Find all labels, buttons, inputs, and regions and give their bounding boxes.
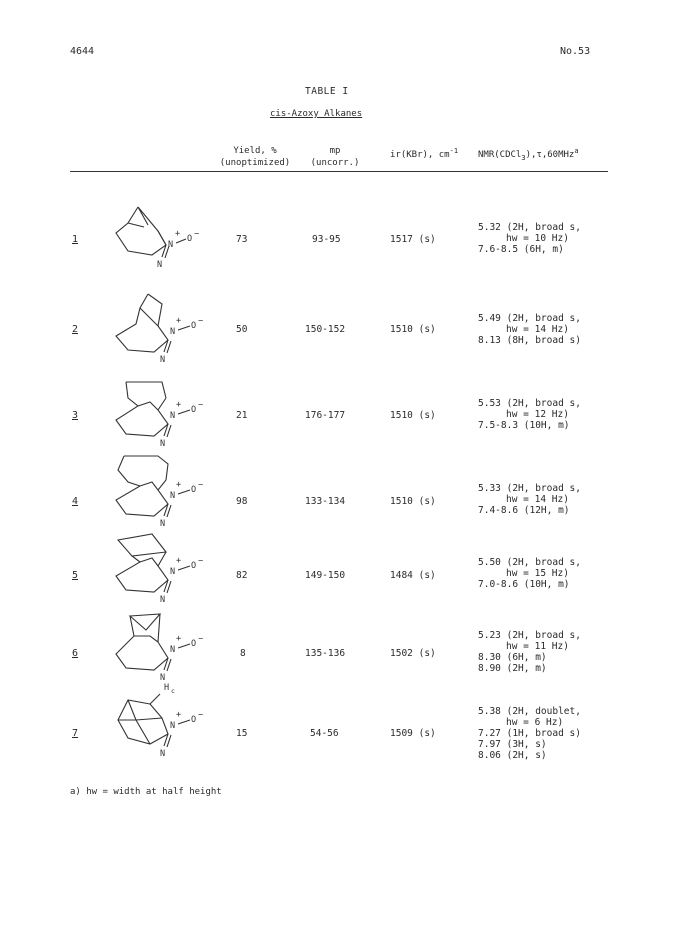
n-atom: N: [160, 673, 166, 683]
compound-number: 6: [72, 648, 79, 659]
mp-value: 133-134: [305, 496, 346, 507]
mp-value: 149-150: [305, 570, 346, 581]
n-atom: N: [160, 519, 166, 529]
yield-value: 73: [236, 234, 248, 245]
n-plus-atom: N: [170, 721, 176, 731]
nmr-value: 5.53 (2H, broad s, hw = 12 Hz) 7.5-8.3 (10H, m): [478, 398, 581, 431]
col-nmr-sup: a: [574, 147, 579, 155]
n-plus-atom: N: [170, 327, 176, 337]
compound-number: 3: [72, 410, 79, 421]
table-subtitle: cis-Azoxy Alkanes: [270, 109, 363, 119]
minus-charge: −: [198, 316, 204, 326]
nmr-value: 5.32 (2H, broad s, hw = 10 Hz) 7.6-8.5 (6H, m): [478, 222, 581, 255]
yield-value: 21: [236, 410, 248, 421]
nmr-value: 5.23 (2H, broad s, hw = 11 Hz) 8.30 (6H, m) 8.90 (2H, m): [478, 630, 581, 674]
o-minus-atom: O: [187, 234, 193, 244]
col-nmr-label: NMR(CDCl: [478, 150, 522, 160]
compound-number: 2: [72, 324, 79, 335]
n-atom: N: [157, 260, 163, 270]
yield-value: 50: [236, 324, 248, 335]
minus-charge: −: [198, 400, 204, 410]
n-plus-atom: N: [168, 240, 174, 250]
n-plus-atom: N: [170, 645, 176, 655]
minus-charge: −: [194, 229, 200, 239]
o-minus-atom: O: [191, 321, 197, 331]
n-plus-atom: N: [170, 567, 176, 577]
nmr-value: 5.49 (2H, broad s, hw = 14 Hz) 8.13 (8H, broad s): [478, 313, 581, 346]
col-mp-label: mp: [329, 146, 341, 156]
table-header-rule: [70, 171, 608, 172]
mp-value: 135-136: [305, 648, 346, 659]
footnote: a) hw = width at half height: [70, 787, 222, 797]
page-number: 4644: [70, 46, 95, 57]
col-yield-header: [210, 145, 300, 169]
compound-number: 5: [72, 570, 79, 581]
o-minus-atom: O: [191, 715, 197, 725]
mp-value: 176-177: [305, 410, 346, 421]
minus-charge: −: [198, 710, 204, 720]
o-minus-atom: O: [191, 639, 197, 649]
plus-charge: +: [176, 400, 182, 410]
ir-value: 1517 (s): [390, 234, 436, 245]
structure-compound-5: [110, 530, 210, 605]
structure-compound-6: [110, 608, 210, 683]
plus-charge: +: [176, 480, 182, 490]
ir-value: 1510 (s): [390, 324, 436, 335]
col-mp-header: [300, 145, 370, 169]
col-yield-note: (unoptimized): [219, 158, 291, 168]
structure-compound-2: [110, 290, 210, 365]
ir-value: 1510 (s): [390, 496, 436, 507]
issue-number: No.53: [560, 46, 591, 57]
yield-value: 15: [236, 728, 248, 739]
n-plus-atom: N: [170, 491, 176, 501]
nmr-value: 5.33 (2H, broad s, hw = 14 Hz) 7.4-8.6 (12H, m): [478, 483, 581, 516]
minus-charge: −: [198, 556, 204, 566]
mp-value: 150-152: [305, 324, 346, 335]
mp-value: 54-56: [310, 728, 339, 739]
h-atom: H: [164, 683, 170, 693]
n-atom: N: [160, 355, 166, 365]
ir-value: 1510 (s): [390, 410, 436, 421]
col-yield-label: Yield, %: [233, 146, 277, 156]
plus-charge: +: [175, 229, 181, 239]
table-title: TABLE I: [305, 86, 349, 97]
yield-value: 8: [240, 648, 246, 659]
o-minus-atom: O: [191, 405, 197, 415]
col-ir-label: ir(KBr), cm: [390, 150, 450, 160]
n-atom: N: [160, 749, 166, 759]
compound-number: 1: [72, 234, 79, 245]
plus-charge: +: [176, 316, 182, 326]
o-minus-atom: O: [191, 485, 197, 495]
structure-compound-4: [110, 452, 210, 528]
ir-value: 1484 (s): [390, 570, 436, 581]
minus-charge: −: [198, 634, 204, 644]
nmr-value: 5.38 (2H, doublet, hw = 6 Hz) 7.27 (1H, broad s) 7.97 (3H, s) 8.06 (2H, s): [478, 706, 581, 761]
n-atom: N: [160, 595, 166, 605]
structure-compound-1: [110, 203, 210, 273]
n-plus-atom: N: [170, 411, 176, 421]
plus-charge: +: [176, 710, 182, 720]
structure-compound-3: [110, 376, 210, 448]
col-ir-sup: -1: [449, 147, 459, 155]
col-nmr-sub: 3: [521, 153, 526, 162]
col-mp-note: (uncorr.): [310, 158, 360, 168]
yield-value: 98: [236, 496, 248, 507]
yield-value: 82: [236, 570, 248, 581]
plus-charge: +: [176, 556, 182, 566]
mp-value: 93-95: [312, 234, 341, 245]
structure-compound-7: [110, 680, 210, 760]
h-subscript: c: [171, 687, 175, 695]
ir-value: 1509 (s): [390, 728, 436, 739]
compound-number: 7: [72, 728, 79, 739]
o-minus-atom: O: [191, 561, 197, 571]
minus-charge: −: [198, 480, 204, 490]
plus-charge: +: [176, 634, 182, 644]
col-ir-header: [390, 145, 458, 161]
compound-number: 4: [72, 496, 79, 507]
col-nmr-header: [478, 145, 579, 164]
col-nmr-tail: ),τ,60MHz: [525, 150, 575, 160]
ir-value: 1502 (s): [390, 648, 436, 659]
n-atom: N: [160, 439, 166, 449]
nmr-value: 5.50 (2H, broad s, hw = 15 Hz) 7.0-8.6 (10H, m): [478, 557, 581, 590]
